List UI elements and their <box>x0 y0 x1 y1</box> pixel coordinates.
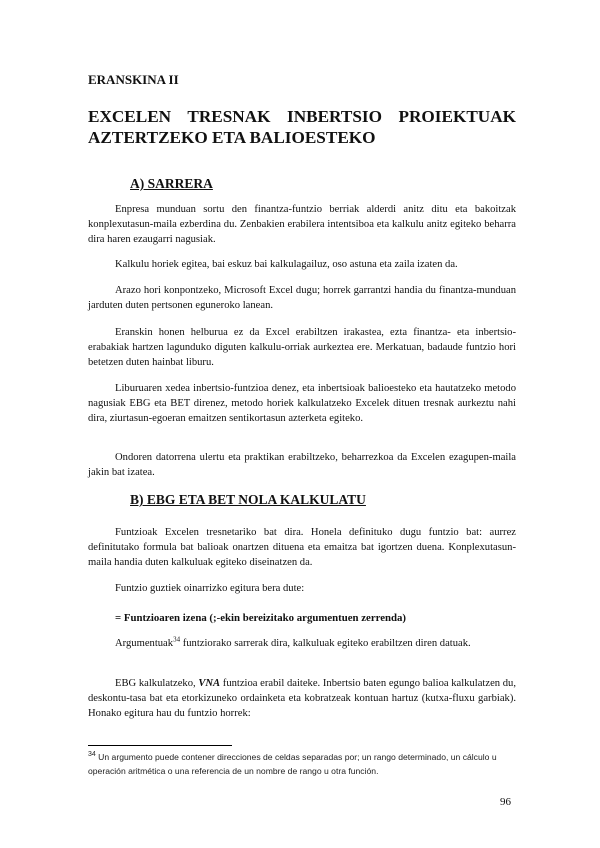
paragraph: Arazo hori konpontzeko, Microsoft Excel dugu; horrek garrantzi handia du finantza-munduan jarduten duten pertsonen eguneroko lanean. <box>88 285 516 311</box>
paragraph-text: funtziorako sarrerak dira, kalkuluak egiteko erabiltzen diren datuak. <box>180 638 471 649</box>
footnote-ref[interactable]: 34 <box>173 635 181 644</box>
section-b-heading: B) EBG ETA BET NOLA KALKULATU <box>130 492 366 507</box>
paragraph <box>88 676 516 721</box>
page-title: EXCELEN TRESNAK INBERTSIO PROIEKTUAK AZTERTZEKO ETA BALIOESTEKO <box>88 107 516 147</box>
paragraph-text: EBG kalkulatzeko, <box>115 678 199 689</box>
paragraph: Funtzio guztiek oinarrizko egitura bera dute: <box>115 583 305 594</box>
annex-label: ERANSKINA II <box>88 72 179 87</box>
paragraph: Ondoren datorrena ulertu eta praktikan erabiltzeko, beharrezkoa da Excelen ezagupen-maila jakin bat izatea. <box>88 452 516 478</box>
paragraph: Eranskin honen helburua ez da Excel erabiltzen irakastea, ezta finantza- eta inbertsio-erabakiak hartzen lagunduko diguten kalkulu-orriak aurkeztea ere. Merkatuan, badaude funtzio hori betetzen duten hainbat liburu. <box>88 327 516 368</box>
section-a-heading: A) SARRERA <box>130 176 213 191</box>
paragraph: Funtzioak Excelen tresnetariko bat dira. Honela definituko dugu funtzio bat: aurrez definitutako formula bat balioak onartzen dituena eta emaitza bat igortzen duena. Konplexutasun-maila handia duten kalkuluak egiteko diseinatzen da. <box>88 527 516 568</box>
footnote-number: 34 <box>88 751 96 759</box>
footnote-separator <box>88 745 232 746</box>
footnote <box>88 750 518 778</box>
paragraph: Kalkulu horiek egitea, bai eskuz bai kalkulagailuz, oso astuna eta zaila izaten da. <box>115 259 458 270</box>
paragraph: Enpresa munduan sortu den finantza-funtzio berriak alderdi anitz ditu eta bakoitzak konplexutasun-maila ezberdina du. Zenbakien erabilera intentsiboa eta kalkulu anitz egiteko beharra dira haren ezaugarri nagusiak. <box>88 204 516 245</box>
paragraph-text: funtzioa erabil daiteke. Inbertsio baten egungo balioa kalkulatzen du, deskontu-tasa bat eta etorkizuneko ordainketa eta kobratzeak kontuan hartuz (kutxa-fluxu garbiak). Honako egitura hau du funtzio horrek: <box>88 678 516 719</box>
page-number: 96 <box>500 796 511 808</box>
function-name: VNA <box>198 678 221 689</box>
paragraph <box>88 636 516 651</box>
paragraph: Liburuaren xedea inbertsio-funtzioa denez, eta inbertsioak balioesteko eta hautatzeko metodo nagusiak EBG eta BET direnez, metodo horiek kalkulatzeko Excelek dituen tresnak aurkeztu nahi dira, ziurtasun-egoeran emaitzen sentikortasun azterketa egiteko. <box>88 383 516 424</box>
footnote-text: Un argumento puede contener direcciones de celdas separadas por; un rango determinado, un cálculo u operación aritmética o una referencia de un nombre de rango u otra función. <box>88 752 497 776</box>
paragraph-text: Argumentuak <box>115 638 174 649</box>
function-syntax: = Funtzioaren izena (;-ekin bereizitako argumentuen zerrenda) <box>115 612 407 624</box>
